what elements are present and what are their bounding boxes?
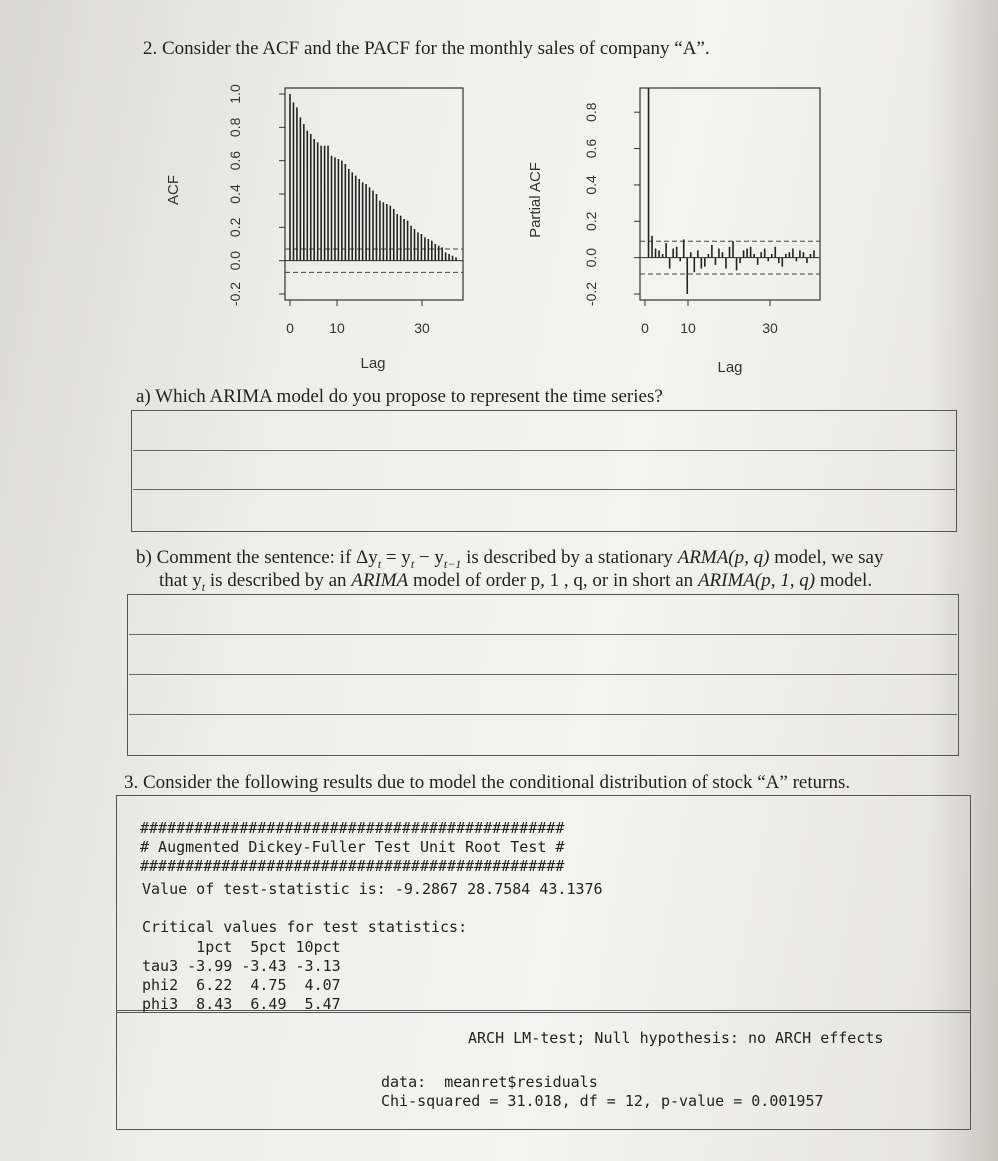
x-tick-label: 0 (286, 320, 294, 336)
x-tick-label: 10 (680, 320, 696, 336)
arch-output-box (116, 1010, 971, 1130)
x-tick-label: 10 (329, 320, 345, 336)
arch-title: ARCH LM-test; Null hypothesis: no ARCH effects (468, 1029, 884, 1047)
answer-line (129, 674, 957, 675)
y-tick-label: 0.2 (227, 217, 243, 238)
y-tick-label: -0.2 (227, 281, 243, 307)
y-tick-label: 1.0 (227, 84, 243, 104)
x-tick-label: 30 (762, 320, 778, 336)
adf-critical-header: 1pct 5pct 10pct (142, 938, 341, 956)
question-2b-line1: b) Comment the sentence: if $\Delta y_t = y_t - y_{t-1}$ is described by a stationary ARMA(p, q) model, we say (136, 547, 884, 571)
adf-phi3-row: phi3 8.43 6.49 5.47 (142, 995, 341, 1013)
y-tick-label: 0.4 (227, 184, 243, 204)
acf-pacf-charts (0, 0, 998, 400)
answer-box-2a[interactable] (131, 410, 957, 532)
adf-hash-line: ############################################### (140, 819, 565, 837)
question-2a: a) Which ARIMA model do you propose to represent the time series? (136, 386, 663, 407)
adf-critical-title: Critical values for test statistics: (142, 918, 468, 936)
chart-frame-0 (285, 88, 463, 300)
x-tick-label: 0 (641, 320, 649, 336)
adf-hash-line: ############################################### (140, 857, 565, 875)
x-tick-label: 30 (414, 320, 430, 336)
adf-phi2-row: phi2 6.22 4.75 4.07 (142, 976, 341, 994)
y-tick-label: 0.2 (583, 211, 599, 232)
y-tick-label: 0.0 (583, 247, 599, 268)
answer-line (129, 714, 957, 715)
answer-box-2b[interactable] (127, 594, 959, 756)
y-tick-label: 0.6 (583, 138, 599, 159)
y-tick-label: -0.2 (583, 281, 599, 307)
answer-line (133, 450, 955, 451)
arch-result-line: Chi-squared = 31.018, df = 12, p-value = 0.001957 (381, 1092, 824, 1110)
chart-y-label-1: Partial ACF (527, 162, 544, 238)
answer-line (129, 634, 957, 635)
y-tick-label: 0.0 (227, 250, 243, 271)
y-tick-label: 0.6 (227, 150, 243, 171)
adf-test-statistic: Value of test-statistic is: -9.2867 28.7584 43.1376 (142, 880, 603, 898)
adf-tau3-row: tau3 -3.99 -3.43 -3.13 (142, 957, 341, 975)
arch-data-line: data: meanret$residuals (381, 1073, 598, 1091)
chart-y-label-0: ACF (165, 175, 182, 205)
question-2-title: 2. Consider the ACF and the PACF for the monthly sales of company “A”. (143, 38, 710, 59)
chart-frame-1 (640, 88, 820, 300)
answer-line (133, 489, 955, 490)
chart-x-label-0: Lag (360, 355, 386, 372)
question-2b-line2: that $y_t$ is described by an ARIMA model of order p, 1 , q, or in short an ARIMA(p, 1, q) model. (159, 570, 873, 594)
y-tick-label: 0.8 (227, 117, 243, 138)
y-tick-label: 0.8 (583, 102, 599, 122)
question-3-title: 3. Consider the following results due to model the conditional distribution of stock “A” returns. (124, 772, 851, 793)
chart-x-label-1: Lag (717, 359, 743, 376)
y-tick-label: 0.4 (583, 175, 599, 195)
adf-header: # Augmented Dickey-Fuller Test Unit Root Test # (140, 838, 565, 856)
